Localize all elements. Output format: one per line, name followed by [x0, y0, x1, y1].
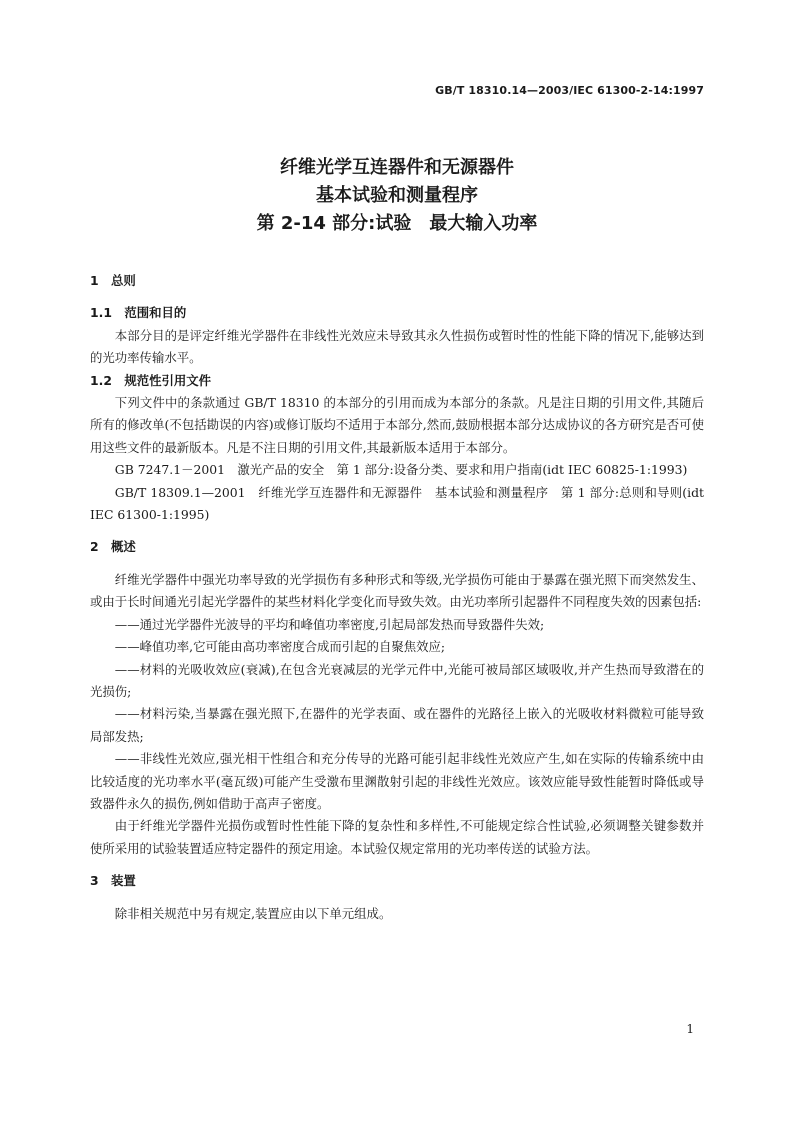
section-2-list-item: ——非线性光效应,强光相干性组合和充分传导的光路可能引起非线性光效应产生,如在实际的传输系统中由比较适度的光功率水平(毫瓦级)可能产生受激布里渊散射引起的非线性光效应。该效应能导致性能暂时降低或导致器件永久的损伤,例如借助于高声子密度。 [90, 751, 704, 811]
normative-reference-1: GB 7247.1－2001 激光产品的安全 第 1 部分:设备分类、要求和用户指南(idt IEC 60825-1:1993) [114, 462, 688, 478]
title-line-3: 第 2-14 部分:试验 最大输入功率 [256, 213, 538, 234]
section-2-heading: 2 概述 [90, 539, 136, 555]
section-3-paragraph: 除非相关规范中另有规定,装置应由以下单元组成。 [114, 905, 392, 921]
document-title [0, 154, 794, 238]
page-number: 1 [686, 1022, 694, 1036]
section-2-list-item: ——通过光学器件光波导的平均和峰值功率密度,引起局部发热而导致器件失效; [114, 616, 545, 632]
section-1-heading: 1 总则 [90, 273, 136, 288]
section-1-2-paragraph: 下列文件中的条款通过 GB/T 18310 的本部分的引用而成为本部分的条款。凡是注日期的引用文件,其随后所有的修改单(不包括勘误的内容)或修订版均不适用于本部分,然而,鼓励根据本部分达成协议的各方研究是否可使用这些文件的最新版本。凡是不注日期的引用文件,其最新版本适用于本部分。 [90, 395, 704, 455]
section-1-1-heading: 1.1 范围和目的 [90, 305, 187, 321]
standard-code: GB/T 18310.14—2003/IEC 61300-2-14:1997 [435, 84, 704, 97]
section-2-list-item: ——材料污染,当暴露在强光照下,在器件的光学表面、或在器件的光路径上嵌入的光吸收材料微粒可能导致局部发热; [90, 706, 704, 744]
section-2-list-item: ——材料的光吸收效应(衰减),在包含光衰减层的光学元件中,光能可被局部区域吸收,并产生热而导致潜在的光损伤; [90, 661, 704, 699]
title-line-2: 基本试验和测量程序 [316, 185, 478, 206]
section-2-paragraph-2: 由于纤维光学器件光损伤或暂时性性能下降的复杂性和多样性,不可能规定综合性试验,必须调整关键参数并使所采用的试验装置适应特定器件的预定用途。本试验仅规定常用的光功率传送的试验方法。 [90, 818, 704, 856]
document-body [90, 270, 704, 925]
section-2-paragraph-1: 纤维光学器件中强光功率导致的光学损伤有多种形式和等级,光学损伤可能由于暴露在强光照下而突然发生、或由于长时间通光引起光学器件的某些材料化学变化而导致失效。由光功率所引起器件不同程度失效的因素包括: [90, 571, 704, 610]
title-line-1: 纤维光学互连器件和无源器件 [280, 157, 514, 178]
normative-reference-2: GB/T 18309.1—2001 纤维光学互连器件和无源器件 基本试验和测量程序 第 1 部分:总则和导则(idt IEC 61300-1:1995) [90, 484, 704, 523]
section-3-heading: 3 装置 [90, 873, 136, 889]
section-1-1-paragraph: 本部分目的是评定纤维光学器件在非线性光效应未导致其永久性损伤或暂时性的性能下降的情况下,能够达到的光功率传输水平。 [90, 327, 704, 366]
section-1-2-heading: 1.2 规范性引用文件 [90, 372, 212, 388]
section-2-list-item: ——峰值功率,它可能由高功率密度合成而引起的自聚焦效应; [114, 639, 446, 655]
